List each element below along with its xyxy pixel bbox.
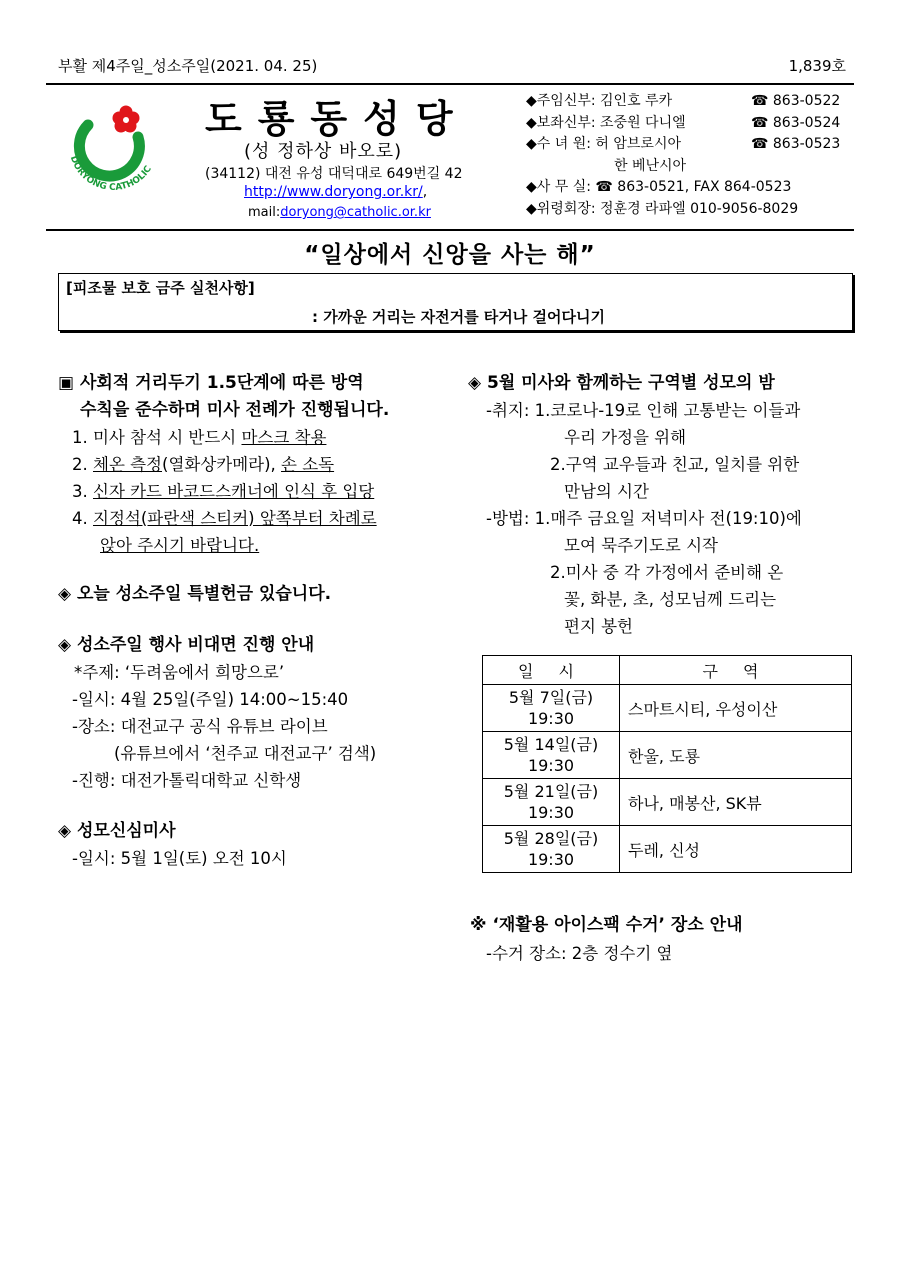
col-header-date: 일 시: [483, 656, 620, 685]
memorial-chair: ◆위령회장: 정훈경 라파엘 010-9056-8029: [526, 200, 799, 217]
staff-directory: [526, 91, 841, 220]
text-line: 모여 묵주기도로 시작: [564, 536, 718, 555]
issue-date: 부활 제4주일_성소주일(2021. 04. 25): [58, 57, 318, 75]
notice-text: : 가까운 거리는 자전거를 타거나 걸어다니기: [312, 308, 605, 326]
doryong-catholic-logo: [60, 95, 165, 205]
patron-saint: (성 정하상 바오로): [244, 141, 403, 162]
text-line: -수거 장소: 2층 정수기 옆: [486, 944, 673, 963]
date-cell: 5월 28일(금) 19:30: [483, 826, 620, 873]
col-header-area: 구 역: [620, 656, 852, 685]
staff-row: [526, 177, 798, 199]
mail-label: mail:: [248, 205, 281, 220]
area-cell: 한울, 도룡: [620, 732, 852, 779]
text-line: *주제: ‘두려움에서 희망으로’: [74, 663, 285, 682]
text-line: (유튜브에서 ‘천주교 대전교구’ 검색): [114, 744, 377, 763]
header-divider: [46, 229, 854, 231]
list-item: 4. 지정석(파란색 스티커) 앞쪽부터 차례로: [72, 509, 377, 528]
section-heading-cont: 수칙을 준수하며 미사 전례가 진행됩니다.: [80, 400, 390, 420]
section-heading: ◈ 성소주일 행사 비대면 진행 안내: [58, 635, 315, 655]
staff-phone: ☎ 863-0522: [751, 93, 841, 109]
list-item-cont: 앉아 주시기 바랍니다.: [100, 536, 260, 555]
staff-role: ◆주임신부: 김인호 루카: [526, 93, 673, 109]
website-suffix: ,: [422, 184, 428, 200]
list-item: 2. 체온 측정(열화상카메라), 손 소독: [72, 455, 335, 474]
website-line: [244, 184, 427, 200]
year-motto: “일상에서 신앙을 사는 해”: [304, 242, 596, 268]
text-line: 만남의 시간: [564, 482, 649, 501]
notice-title: [피조물 보호 금주 실천사항]: [66, 279, 255, 297]
staff-role: ◆보좌신부: 조중원 다니엘: [526, 114, 686, 131]
schedule-table: [482, 655, 852, 873]
text-line: 2.미사 중 각 가정에서 준비해 온: [550, 563, 784, 582]
text-line: 2.구역 교우들과 친교, 일치를 위한: [550, 455, 800, 474]
table-row: [483, 779, 852, 826]
staff-row: [526, 156, 798, 178]
staff-role: 한 베난시아: [614, 157, 687, 174]
text-line: -취지: 1.코로나-19로 인해 고통받는 이들과: [486, 401, 801, 420]
staff-phone: ☎ 863-0524: [751, 114, 841, 131]
text-line: -장소: 대전교구 공식 유튜브 라이브: [72, 717, 328, 736]
list-item: 1. 미사 참석 시 반드시 마스크 착용: [72, 428, 327, 447]
mail-line: [248, 205, 431, 220]
text-line: -일시: 4월 25일(주일) 14:00~15:40: [72, 690, 349, 709]
staff-row: [526, 199, 798, 221]
date-cell: 5월 21일(금) 19:30: [483, 779, 620, 826]
date-cell: 5월 7일(금) 19:30: [483, 685, 620, 732]
area-cell: 하나, 매봉산, SK뷰: [620, 779, 852, 826]
text-line: 우리 가정을 위해: [564, 428, 687, 447]
top-divider: [46, 83, 854, 85]
text-line: -방법: 1.매주 금요일 저녁미사 전(19:10)에: [486, 509, 802, 528]
table-header-row: [483, 656, 852, 685]
right-column: [468, 370, 868, 640]
issue-number: 1,839호: [788, 57, 846, 75]
section-heading: ◈ 5월 미사와 함께하는 구역별 성모의 밤: [468, 373, 775, 393]
section-heading: ◈ 성모신심미사: [58, 821, 176, 841]
staff-row: [526, 134, 841, 156]
logo-text: DORYONG CATHOLIC: [67, 154, 154, 193]
staff-row: [526, 91, 841, 113]
text-line: -진행: 대전가톨릭대학교 신학생: [72, 771, 302, 790]
section-heading: ※ ‘재활용 아이스팩 수거’ 장소 안내: [470, 915, 743, 935]
table-row: [483, 732, 852, 779]
date-cell: 5월 14일(금) 19:30: [483, 732, 620, 779]
table-row: [483, 826, 852, 873]
area-cell: 두레, 신성: [620, 826, 852, 873]
section-heading: ◈ 오늘 성소주일 특별헌금 있습니다.: [58, 584, 332, 604]
area-cell: 스마트시티, 우성이산: [620, 685, 852, 732]
staff-role: ◆수 녀 원: 허 암브로시아: [526, 136, 681, 152]
text-line: -일시: 5월 1일(토) 오전 10시: [72, 849, 287, 868]
office-contact: ◆사 무 실: ☎ 863-0521, FAX 864-0523: [526, 179, 792, 195]
staff-row: [526, 113, 841, 135]
website-link[interactable]: http://www.doryong.or.kr/: [244, 184, 423, 200]
table-row: [483, 685, 852, 732]
left-column: [58, 370, 458, 872]
church-address: (34112) 대전 유성 대덕대로 649번길 42: [205, 166, 463, 182]
text-line: 편지 봉헌: [564, 617, 634, 636]
staff-phone: ☎ 863-0523: [751, 136, 841, 152]
list-item: 3. 신자 카드 바코드스캐너에 인식 후 입당: [72, 482, 375, 501]
mail-link[interactable]: doryong@catholic.or.kr: [280, 205, 431, 220]
text-line: 꽃, 화분, 초, 성모님께 드리는: [564, 590, 777, 609]
section-heading: ▣ 사회적 거리두기 1.5단계에 따른 방역: [58, 373, 364, 393]
church-name: 도룡동성당: [205, 96, 469, 141]
